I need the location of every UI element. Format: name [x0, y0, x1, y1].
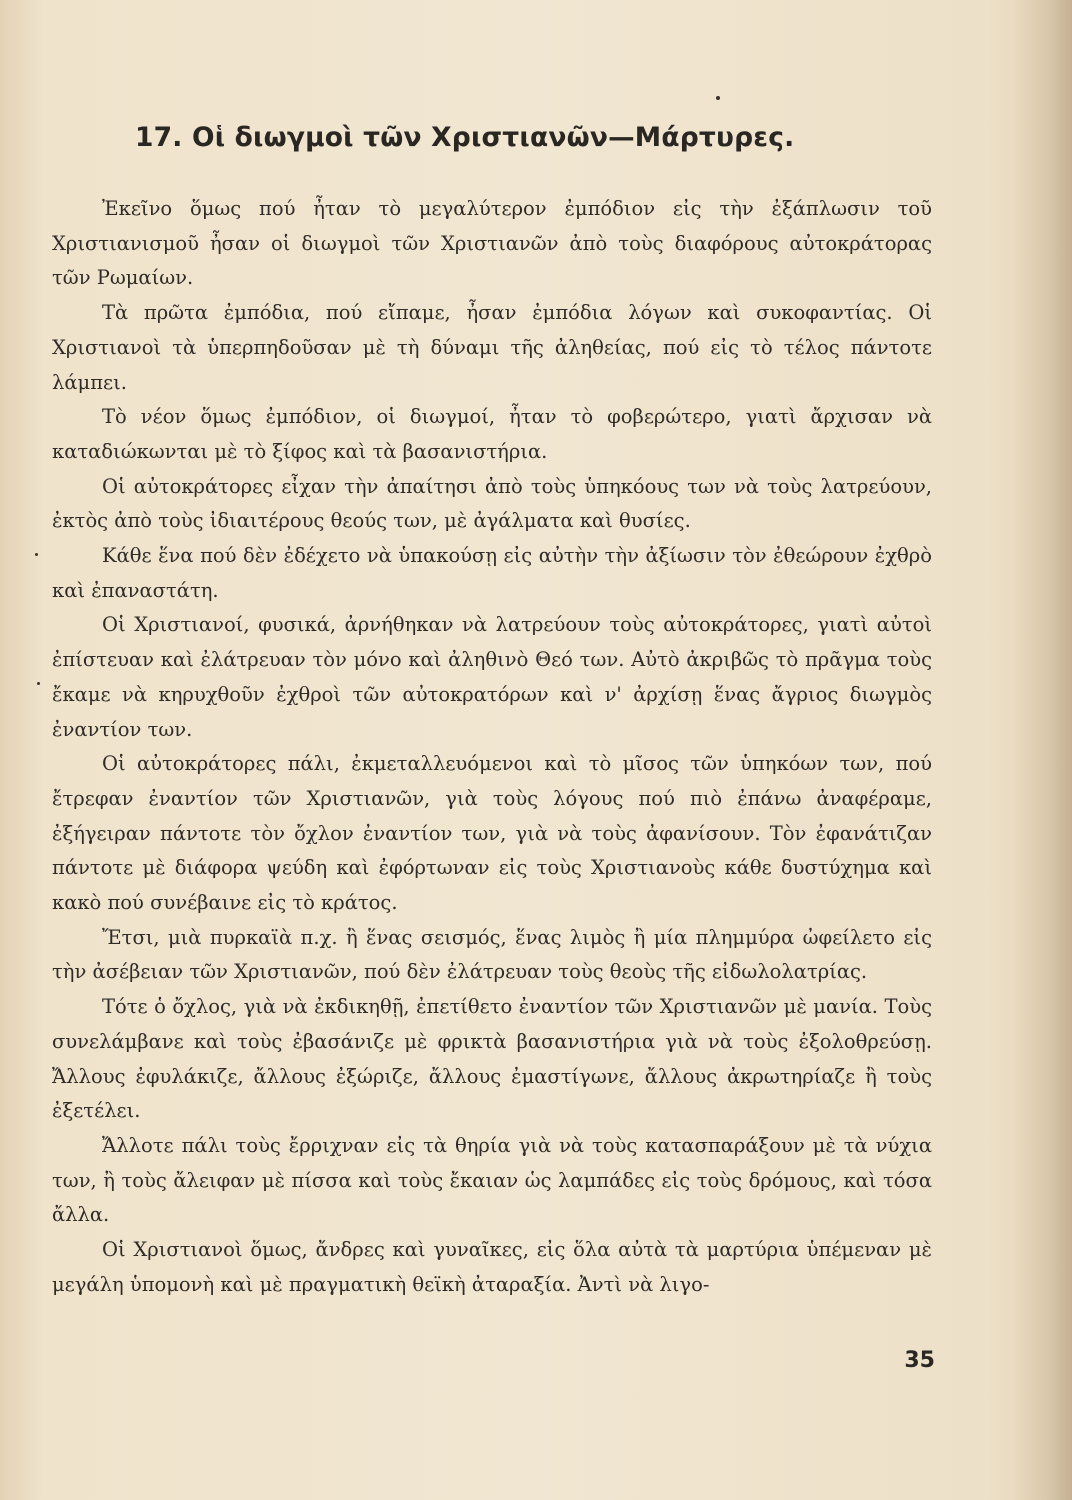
paragraph: Οἱ Χριστιανοὶ ὅμως, ἄνδρες καὶ γυναῖκες, εἰς ὅλα αὐτὰ τὰ μαρτύρια ὑπέμεναν μὲ μεγάλη ὑπομονὴ καὶ μὲ πραγματικὴ θεϊκὴ ἀταραξία. Ἀντὶ νὰ λιγο-: [52, 1238, 932, 1296]
paragraph: Τότε ὁ ὄχλος, γιὰ νὰ ἐκδικηθῇ, ἐπετίθετο ἐναντίον τῶν Χριστιανῶν μὲ μανία. Τοὺς συνελάμβανε καὶ τοὺς ἐβασάνιζε μὲ φρικτὰ βασανιστήρια γιὰ νὰ τοὺς ἐξολοθρεύσῃ. Ἄλλους ἐφυλάκιζε, ἄλλους ἐξώριζε, ἄλλους ἐμαστίγωνε, ἄλλους ἀκρωτηρίαζε ἢ τοὺς ἐξετέλει.: [52, 995, 932, 1123]
chapter-body: [52, 192, 932, 1303]
ink-speck: [35, 553, 38, 556]
paragraph: Κάθε ἕνα πού δὲν ἐδέχετο νὰ ὑπακούσῃ εἰς αὐτὴν τὴν ἀξίωσιν τὸν ἐθεώρουν ἐχθρὸ καὶ ἐπαναστάτη.: [52, 544, 932, 602]
paragraph: Ἔτσι, μιὰ πυρκαϊὰ π.χ. ἢ ἕνας σεισμός, ἕνας λιμὸς ἢ μία πλημμύρα ὠφείλετο εἰς τὴν ἀσέβειαν τῶν Χριστιανῶν, πού δὲν ἐλάτρευαν τοὺς θεοὺς τῆς εἰδωλολατρίας.: [52, 925, 932, 984]
paragraph: Οἱ αὐτοκράτορες πάλι, ἐκμεταλλευόμενοι καὶ τὸ μῖσος τῶν ὑπηκόων των, πού ἔτρεφαν ἐναντίον τῶν Χριστιανῶν, γιὰ τοὺς λόγους πού πιὸ ἐπάνω ἀναφέραμε, ἐξήγειραν πάντοτε τὸν ὄχλον ἐναντίον των, γιὰ νὰ τοὺς ἀφανίσουν. Τὸν ἐφανάτιζαν πάντοτε μὲ διάφορα ψεύδη καὶ ἐφόρτωναν εἰς τοὺς Χριστιανοὺς κάθε δυστύχημα καὶ κακὸ πού συνέβαινε εἰς τὸ κράτος.: [52, 752, 932, 915]
paragraph: Ἐκεῖνο ὅμως πού ἦταν τὸ μεγαλύτερον ἐμπόδιον εἰς τὴν ἐξάπλωσιν τοῦ Χριστιανισμοῦ ἦσαν οἱ διωγμοὶ τῶν Χριστιανῶν ἀπὸ τοὺς διαφόρους αὐτοκράτορας τῶν Ρωμαίων.: [52, 197, 932, 290]
page-number: 35: [904, 1348, 935, 1373]
paragraph: Τὸ νέον ὅμως ἐμπόδιον, οἱ διωγμοί, ἦταν τὸ φοβερώτερο, γιατὶ ἄρχισαν νὰ καταδιώκωνται μὲ τὸ ξίφος καὶ τὰ βασανιστήρια.: [52, 405, 932, 463]
paragraph: Τὰ πρῶτα ἐμπόδια, πού εἴπαμε, ἦσαν ἐμπόδια λόγων καὶ συκοφαντίας. Οἱ Χριστιανοὶ τὰ ὑπερπηδοῦσαν μὲ τὴ δύναμι τῆς ἀληθείας, πού εἰς τὸ τέλος πάντοτε λάμπει.: [52, 301, 932, 394]
paragraph: Ἄλλοτε πάλι τοὺς ἔρριχναν εἰς τὰ θηρία γιὰ νὰ τοὺς κατασπαράξουν μὲ τὰ νύχια των, ἢ τοὺς ἄλειφαν μὲ πίσσα καὶ τοὺς ἔκαιαν ὡς λαμπάδες εἰς τοὺς δρόμους, καὶ τόσα ἄλλα.: [52, 1133, 932, 1227]
paragraph: Οἱ Χριστιανοί, φυσικά, ἀρνήθηκαν νὰ λατρεύουν τοὺς αὐτοκράτορες, γιατὶ αὐτοὶ ἐπίστευαν καὶ ἐλάτρευαν τὸν μόνο καὶ ἀληθινὸ Θεό των. Αὐτὸ ἀκριβῶς τὸ πρᾶγμα τοὺς ἔκαμε νὰ κηρυχθοῦν ἐχθροὶ τῶν αὐτοκρατόρων καὶ ν' ἀρχίσῃ ἕνας ἄγριος διωγμὸς ἐναντίον των.: [52, 613, 932, 741]
ink-speck: [716, 96, 720, 100]
ink-speck: [37, 682, 40, 685]
paragraph: Οἱ αὐτοκράτορες εἶχαν τὴν ἀπαίτησι ἀπὸ τοὺς ὑπηκόους των νὰ τοὺς λατρεύουν, ἐκτὸς ἀπὸ τοὺς ἰδιαιτέρους θεούς των, μὲ ἀγάλματα καὶ θυσίες.: [52, 474, 932, 533]
page-edge-shadow: [1012, 0, 1072, 1500]
chapter-heading: 17. Οἱ διωγμοὶ τῶν Χριστιανῶν—Μάρτυρες.: [135, 122, 795, 153]
